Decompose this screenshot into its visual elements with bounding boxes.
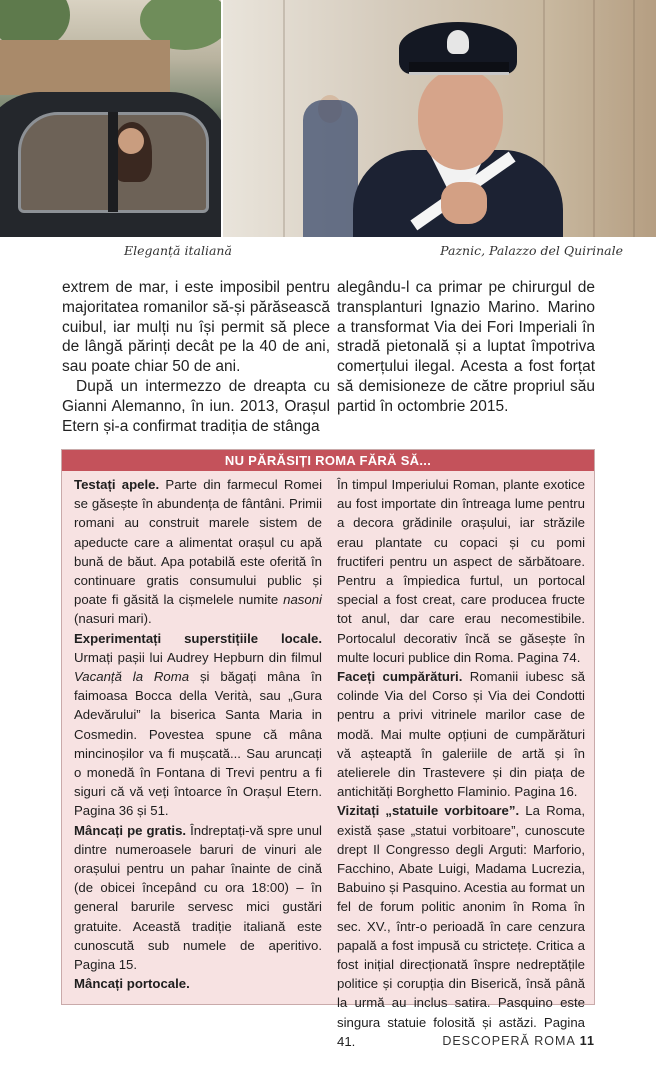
- tip-item: [74, 475, 322, 629]
- tip-item-continued: În timpul Imperiului Roman, plante exotice au fost importate din întreaga lume pentru a decora grădinile orașului, iar străzile erau plantate cu copaci și cu pomi fructiferi pentru un aspect de sărbătoare. Pentru a împiedica furtul, un portocal special a fost creat, care producea fructe tot anul, dar care erau necomestibile. Portocalul decorativ încă se găsește în multe locuri publice din Roma. Pagina 74.: [337, 477, 585, 665]
- body-column-right: [337, 278, 595, 417]
- caption-right: Paznic, Palazzo del Quirinale: [440, 243, 623, 258]
- tip-lead: Vizitați „statuile vorbitoare”.: [337, 803, 520, 819]
- page-footer: [442, 1034, 595, 1048]
- tip-item: [74, 974, 322, 993]
- car-pillar-shape: [108, 112, 118, 212]
- tip-text: Romanii iubesc să colinde Via del Corso și Via dei Condotti pentru a privi vitrinele marilor case de modă. Mai multe opțiuni de cumpărături vă așteaptă în galeriile de artă și în atelierele din Trastevere și din piața de antichități Borghetto Flaminio. Pagina 16.: [337, 669, 585, 800]
- body-paragraph: După un intermezzo de dreapta cu Gianni Alemanno, în iun. 2013, Orașul Etern și-a confirmat tradiția de stânga: [62, 377, 330, 435]
- tip-item: [337, 801, 585, 1051]
- tip-lead: Mâncați portocale.: [74, 976, 190, 992]
- building-shape: [0, 40, 170, 95]
- officer-hand-shape: [441, 182, 487, 224]
- cap-badge-icon: [447, 30, 469, 54]
- passenger-face-shape: [118, 128, 144, 154]
- photo-guard: [223, 0, 656, 237]
- body-paragraph: extrem de mar, i este imposibil pentru majoritatea romanilor să-și părăsească cuibul, iar mulți nu își permit să plece de lângă părinți decât pe la 40 de ani, sau poate chiar 50 de ani.: [62, 279, 330, 376]
- tips-box-title: NU PĂRĂSIȚI ROMA FĂRĂ SĂ...: [62, 450, 594, 471]
- body-column-left: [62, 278, 330, 436]
- tip-item: [337, 667, 585, 801]
- body-paragraph: alegându-l ca primar pe chirurgul de transplanturi Ignazio Marino. Marino a transformat Via dei Fori Imperiali în stradă pietonală și a luptat împotriva comerțului ilegal. Acesta a fost forțat să demisioneze de către propriul său partid în octombrie 2015.: [337, 279, 595, 415]
- tip-emphasis: nasoni: [283, 592, 322, 608]
- footer-label: DESCOPERĂ ROMA: [442, 1034, 576, 1048]
- tip-text: La Roma, există șase „statui vorbitoare”, cunoscute drept Il Congresso degli Arguti: Marforio, Facchino, Abate Luigi, Madama Lucrezia, Babuino și Pasquino. Acestia au format un fel de forum politic anonim în Roma în sec. XV., într-o perioadă în care cenzura papală a fost impusă cu strictețe. Critica a fost inițial direcționată înspre nedreptățile politice și corupția din Biserică, însă până la urmă au inclus satira. Pasquino este singura statuie folosită și astăzi. Pagina 41.: [337, 803, 585, 1049]
- wall-line: [283, 0, 285, 237]
- tip-item: [74, 821, 322, 975]
- tip-emphasis: Vacanță la Roma: [74, 669, 190, 685]
- tips-column-right: [337, 475, 585, 1051]
- caption-left: Eleganță italiană: [124, 243, 232, 258]
- tip-item: [74, 629, 322, 821]
- tip-lead: Mâncați pe gratis.: [74, 822, 187, 838]
- background-person: [303, 100, 358, 237]
- photo-elegant-car: [0, 0, 221, 237]
- wall-line: [633, 0, 635, 237]
- tip-text: Îndreptați-vă spre unul dintre numeroasele baruri de vinuri ale orașului pentru un pahar înainte de cină (de obicei începând cu ora 18:00) – în general barurile servesc mici gustări gratuite. Această tradiție italiană este cunoscută sub numele de aperitivo. Pagina 15.: [74, 822, 322, 973]
- tip-lead: Testați apele.: [74, 477, 160, 492]
- tip-text: Parte din farmecul Romei se găsește în abundența de fântâni. Primii romani au construit marele sistem de apeducte care a alimentat orașul cu apă bună de băut. Apa potabilă este oferită în continuare gratis consumului public și poate fi găsită la cișmelele numite: [74, 477, 322, 608]
- page-number: 11: [579, 1034, 595, 1048]
- wall-line: [593, 0, 595, 237]
- tip-lead: Faceți cumpărături.: [337, 669, 463, 685]
- tip-lead: Experimentați superstițiile locale.: [74, 630, 322, 646]
- tip-text: Urmați pașii lui Audrey Hepburn din filmul: [74, 649, 322, 665]
- tips-column-left: [74, 475, 322, 993]
- officer-face-shape: [418, 70, 503, 170]
- cap-band-shape: [409, 62, 509, 75]
- tip-text: (nasuri mari).: [74, 611, 152, 627]
- tip-text: și băgați mâna în faimoasa Bocca della Verità, sau „Gura Adevărului” la biserica Santa Maria in Cosmedin. Povestea spune că mâna mincinoșilor va fi mușcată... Sau aruncați o monedă în Fontana di Trevi pentru a fi siguri că vă veți întoarce în Orașul Etern. Pagina 36 și 51.: [74, 669, 322, 819]
